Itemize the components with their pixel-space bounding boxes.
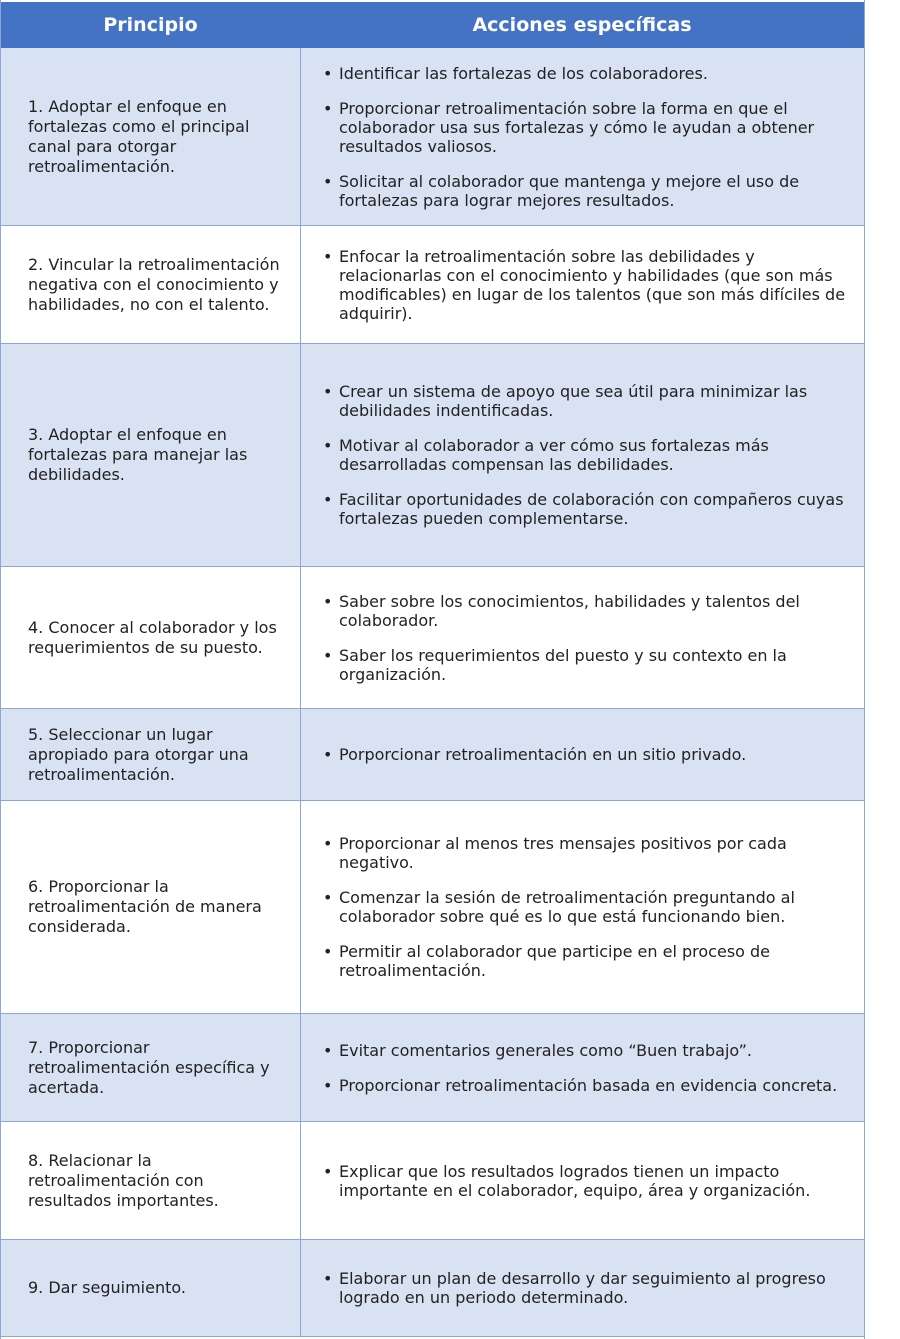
bullet-icon: • <box>323 246 333 266</box>
action-item <box>323 592 854 630</box>
actions-cell <box>301 1014 864 1121</box>
action-text: Proporcionar retroalimentación sobre la forma en que el colaborador usa sus fortalezas y cómo le ayudan a obtener resultados valiosos. <box>339 98 815 156</box>
principle-cell: 8. Relacionar la retroalimentación con resultados importantes. <box>1 1122 301 1239</box>
action-text: Proporcionar retroalimentación basada en evidencia concreta. <box>339 1075 838 1095</box>
action-item <box>323 888 854 926</box>
principle-cell: 5. Seleccionar un lugar apropiado para otorgar una retroalimentación. <box>1 709 301 800</box>
table-body <box>1 48 864 1337</box>
table-row <box>1 567 864 709</box>
table-row <box>1 344 864 567</box>
principle-cell: 7. Proporcionar retroalimentación específica y acertada. <box>1 1014 301 1121</box>
action-item <box>323 247 854 323</box>
actions-cell <box>301 1122 864 1239</box>
action-item <box>323 1162 854 1200</box>
action-text: Proporcionar al menos tres mensajes positivos por cada negativo. <box>339 834 787 872</box>
bullet-icon: • <box>323 591 333 611</box>
action-text: Solicitar al colaborador que mantenga y mejore el uso de fortalezas para lograr mejores resultados. <box>339 171 800 210</box>
principle-cell: 4. Conocer al colaborador y los requerimientos de su puesto. <box>1 567 301 708</box>
bullet-icon: • <box>323 1075 333 1095</box>
principle-cell: 2. Vincular la retroalimentación negativa con el conocimiento y habilidades, no con el talento. <box>1 226 301 343</box>
action-text: Explicar que los resultados logrados tienen un impacto importante en el colaborador, equipo, área y organización. <box>339 1161 811 1200</box>
bullet-icon: • <box>323 942 333 961</box>
bullet-icon: • <box>323 436 333 455</box>
bullet-icon: • <box>323 63 333 83</box>
header-principio: Principio <box>103 14 198 36</box>
bullet-icon: • <box>323 745 333 764</box>
bullet-icon: • <box>323 645 333 665</box>
table-row <box>1 1014 864 1122</box>
table-row <box>1 1240 864 1337</box>
bullet-icon: • <box>323 382 333 401</box>
action-item <box>323 436 854 474</box>
bullet-icon: • <box>323 1040 333 1060</box>
actions-cell <box>301 567 864 708</box>
action-item <box>323 834 854 872</box>
action-text: Saber sobre los conocimientos, habilidades y talentos del colaborador. <box>339 591 800 630</box>
table-row <box>1 1122 864 1240</box>
actions-cell <box>301 344 864 566</box>
actions-cell <box>301 801 864 1013</box>
action-text: Enfocar la retroalimentación sobre las debilidades y relacionarlas con el conocimiento y habilidades (que son más modificables) en lugar de los talentos (que son más difíciles de adquirir). <box>339 246 846 323</box>
action-text: Evitar comentarios generales como “Buen trabajo”. <box>339 1040 752 1060</box>
principles-table <box>1 2 864 1337</box>
action-text: Crear un sistema de apoyo que sea útil para minimizar las debilidades indentificadas. <box>339 382 808 420</box>
bullet-icon: • <box>323 1269 333 1288</box>
action-text: Comenzar la sesión de retroalimentación preguntando al colaborador sobre qué es lo que está funcionando bien. <box>339 888 795 926</box>
principle-cell: 3. Adoptar el enfoque en fortalezas para manejar las debilidades. <box>1 344 301 566</box>
action-item <box>323 1041 854 1060</box>
action-item <box>323 745 854 764</box>
bullet-icon: • <box>323 888 333 907</box>
action-item <box>323 1269 854 1307</box>
bullet-icon: • <box>323 490 333 509</box>
table-header <box>1 2 864 48</box>
bullet-icon: • <box>323 171 333 191</box>
principle-cell: 9. Dar seguimiento. <box>1 1240 301 1336</box>
actions-cell <box>301 226 864 343</box>
action-item <box>323 1076 854 1095</box>
action-text: Elaborar un plan de desarrollo y dar seguimiento al progreso logrado en un periodo determinado. <box>339 1269 826 1307</box>
action-text: Saber los requerimientos del puesto y su contexto en la organización. <box>339 645 787 684</box>
actions-cell <box>301 48 864 225</box>
action-item <box>323 646 854 684</box>
action-item <box>323 172 854 210</box>
principle-cell: 1. Adoptar el enfoque en fortalezas como el principal canal para otorgar retroalimentación. <box>1 48 301 225</box>
actions-cell <box>301 1240 864 1336</box>
header-acciones: Acciones específicas <box>472 14 692 36</box>
action-item <box>323 64 854 83</box>
table-row <box>1 709 864 801</box>
bullet-icon: • <box>323 1161 333 1181</box>
table-row <box>1 801 864 1014</box>
table-row <box>1 48 864 226</box>
table-row <box>1 226 864 344</box>
principle-cell: 6. Proporcionar la retroalimentación de manera considerada. <box>1 801 301 1013</box>
action-item <box>323 382 854 420</box>
action-text: Facilitar oportunidades de colaboración con compañeros cuyas fortalezas pueden complementarse. <box>339 490 844 528</box>
action-item <box>323 942 854 980</box>
action-text: Identificar las fortalezas de los colaboradores. <box>339 63 708 83</box>
action-item <box>323 490 854 528</box>
actions-cell <box>301 709 864 800</box>
action-text: Porporcionar retroalimentación en un sitio privado. <box>339 745 747 764</box>
action-item <box>323 99 854 156</box>
action-text: Motivar al colaborador a ver cómo sus fortalezas más desarrolladas compensan las debilidades. <box>339 436 769 474</box>
bullet-icon: • <box>323 98 333 118</box>
action-text: Permitir al colaborador que participe en el proceso de retroalimentación. <box>339 942 771 980</box>
bullet-icon: • <box>323 834 333 853</box>
